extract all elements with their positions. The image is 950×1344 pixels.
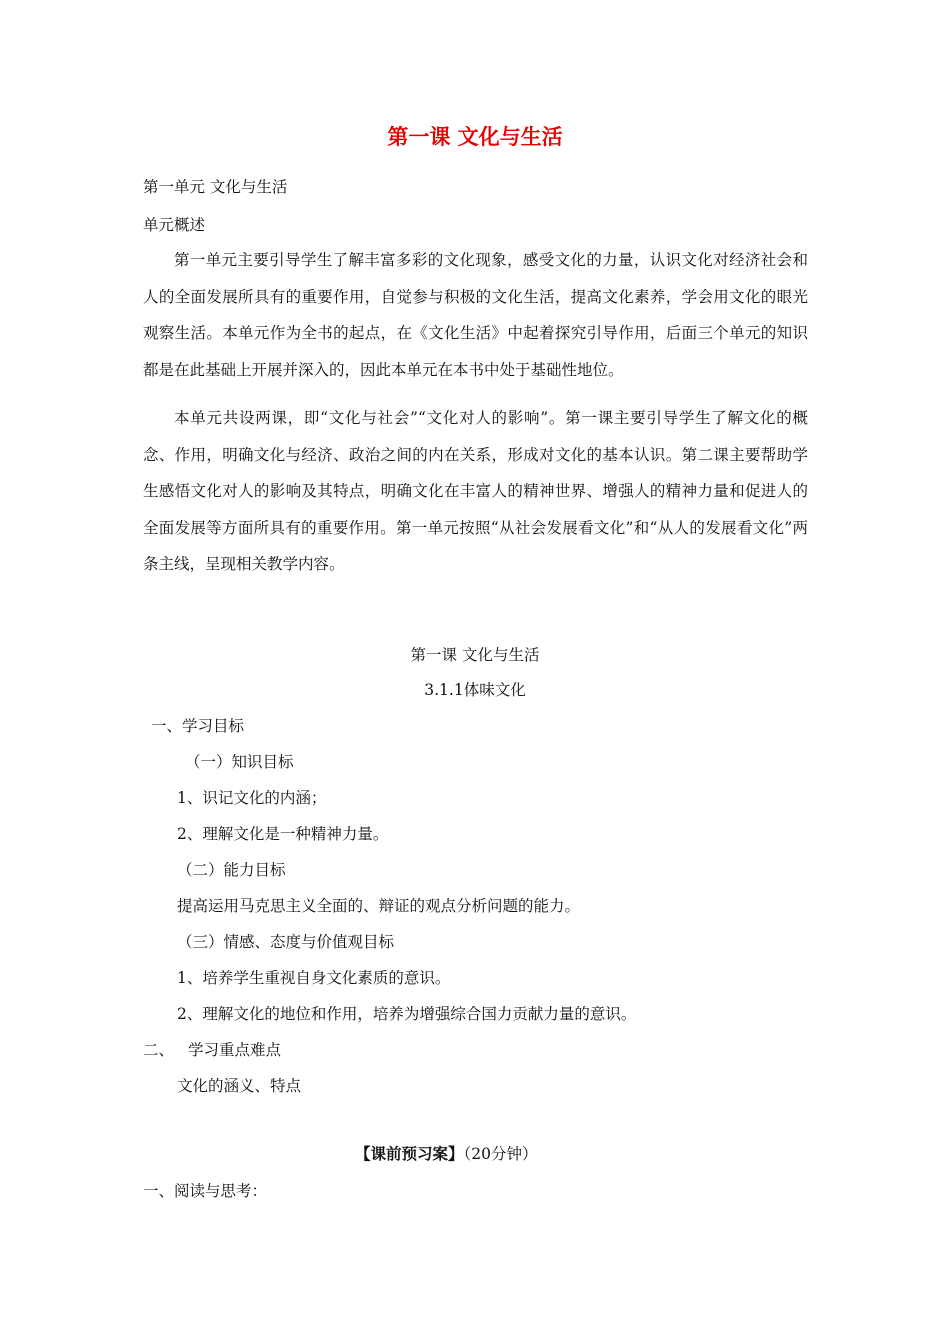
preview-time: （20分钟） <box>463 1145 538 1163</box>
unit-heading: 第一单元 文化与生活 <box>143 178 288 196</box>
document-title: 第一课 文化与生活 <box>387 125 563 149</box>
ability-heading: （二）能力目标 <box>177 861 286 879</box>
preview-heading-label: 【课前预习案】 <box>355 1144 464 1163</box>
overview-paragraph-2: 本单元共设两课，即“文化与社会”“文化对人的影响”。第一课主要引导学生了解文化的概念、作用，明确文化与经济、政治之间的内在关系，形成对文化的基本认识。第二课主要帮助学生感悟文化对人的影响及其特点，明确文化在丰富人的精神世界、增强人的精神力量和促进人的全面发展等方面所具有的重要作用。第一单元按照“从社会发展看文化”和“从人的发展看文化”两条主线，呈现相关教学内容。 <box>143 409 808 573</box>
ability-text: 提高运用马克思主义全面的、辩证的观点分析问题的能力。 <box>177 897 581 915</box>
overview-paragraph-1: 第一单元主要引导学生了解丰富多彩的文化现象，感受文化的力量，认识文化对经济社会和人的全面发展所具有的重要作用，自觉参与积极的文化生活，提高文化素养，学会用文化的眼光观察生活。本单元作为全书的起点，在《文化生活》中起着探究引导作用，后面三个单元的知识都是在此基础上开展并深入的，因此本单元在本书中处于基础性地位。 <box>143 251 808 379</box>
preview-heading <box>355 1143 538 1165</box>
reading-heading: 一、阅读与思考： <box>143 1182 268 1200</box>
knowledge-item-1: 1、识记文化的内涵； <box>177 789 327 807</box>
knowledge-item-2: 2、理解文化是一种精神力量。 <box>177 825 389 843</box>
key-heading-text: 学习重点难点 <box>188 1041 282 1059</box>
knowledge-heading: （一）知识目标 <box>185 753 294 771</box>
emotion-heading: （三）情感、态度与价值观目标 <box>177 933 395 951</box>
lesson-title: 第一课 文化与生活 <box>410 646 540 664</box>
emotion-item-2: 2、理解文化的地位和作用，培养为增强综合国力贡献力量的意识。 <box>177 1005 637 1023</box>
emotion-item-1: 1、培养学生重视自身文化素质的意识。 <box>177 969 451 987</box>
key-heading-number: 二、 <box>143 1041 175 1059</box>
goals-heading: 一、学习目标 <box>151 717 245 735</box>
section-code: 3.1.1体味文化 <box>424 681 526 699</box>
overview-heading: 单元概述 <box>143 216 206 234</box>
key-text: 文化的涵义、特点 <box>177 1077 302 1095</box>
